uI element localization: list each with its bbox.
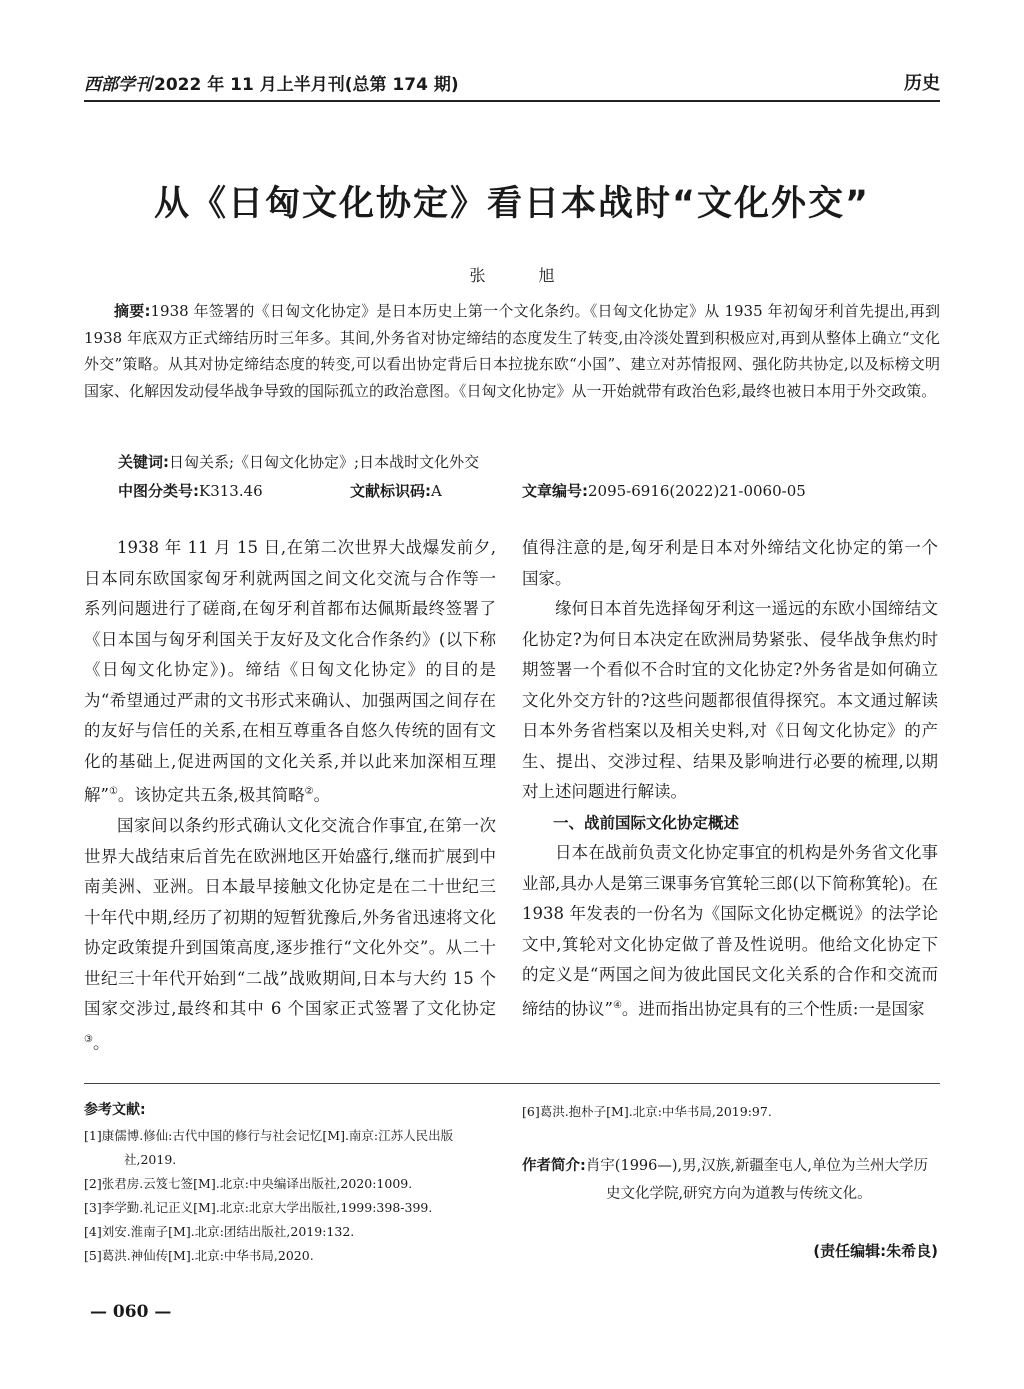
footnote-ref[interactable]: ④ — [612, 999, 622, 1011]
footer-divider — [84, 1083, 940, 1084]
article-title: 从《日匈文化协定》看日本战时“文化外交” — [153, 184, 870, 224]
footnote-ref[interactable]: ② — [304, 786, 314, 797]
author-name: 张 旭 — [469, 266, 579, 285]
keywords-label: 关键词: — [118, 453, 169, 471]
paragraph: 日本在战前负责文化协定事宜的机构是外务省文化事业部,具办人是第三课事务官箕轮三郎(以下简称箕轮)。在 1938 年发表的一份名为《国际文化协定概说》的法学论文中,箕轮对文化协定做了普及性说明。他给文化协定下的定义是“两国之间为彼此国民文化关系的合作和交流而缔结的协议”④。进而指出协定具有的三个性质:一是国家 — [522, 843, 938, 1018]
abstract — [84, 298, 940, 404]
doc-code-label: 文献标识码: — [350, 482, 431, 500]
paragraph: 1938 年 11 月 15 日,在第二次世界大战爆发前夕,日本同东欧国家匈牙利就两国之间文化交流与合作等一系列问题进行了磋商,在匈牙利首都布达佩斯最终签署了《日本国与匈牙利国关于友好及文化合作条约》(以下称《日匈文化协定》)。缔结《日匈文化协定》的目的是为“希望通过严肃的文书形式来确认、加强两国之间存在的友好与信任的关系,在相互尊重各自悠久传统的固有文化的基础上,促进两国的文化关系,并以此来加深相互理解”①。该协定共五条,极其简略②。 — [84, 538, 496, 805]
journal-logo: 西部学刊 — [84, 75, 152, 95]
abstract-text: 1938 年签署的《日匈文化协定》是日本历史上第一个文化条约。《日匈文化协定》从 1935 年初匈牙利首先提出,再到 1938 年底双方正式缔结历时三年多。其间,外务省对协定缔结的态度发生了转变,由冷淡处置到积极应对,再到从整体上确立“文化外交”策略。从其对协定缔结态度的转变,可以看出协定背后日本拉拢东欧“小国”、建立对苏情报网、强化防共协定,以及标榜文明国家、化解因发动侵华战争导致的国际孤立的政治意图。《日匈文化协定》从一开始就带有政治色彩,最终也被日本用于外交政策。 — [84, 302, 940, 400]
paragraph: 值得注意的是,匈牙利是日本对外缔结文化协定的第一个国家。 — [522, 538, 938, 588]
doc-code-value: A — [431, 482, 442, 500]
running-header — [84, 70, 940, 102]
keywords-text: 日匈关系;《日匈文化协定》;日本战时文化外交 — [169, 453, 480, 471]
paragraph: 国家间以条约形式确认文化交流合作事宜,在第一次世界大战结束后首先在欧洲地区开始盛行,继而扩展到中南美洲、亚洲。日本最早接触文化协定是在二十世纪三十年代中期,经历了初期的短暂犹豫后,外务省迅速将文化协定政策提升到国策高度,逐步推行“文化外交”。从二十世纪三十年代开始到“二战”战败期间,日本与大约 15 个国家交涉过,最终和其中 6 个国家正式签署了文化协定③。 — [84, 816, 496, 1052]
references-continued — [522, 1100, 938, 1124]
section-heading: 一、战前国际文化协定概述 — [553, 813, 740, 832]
bio-text: 肖宇(1996—),男,汉族,新疆奎屯人,单位为兰州大学历史文化学院,研究方向为道教与传统文化。 — [585, 1158, 928, 1202]
article-no-value: 2095-6916(2022)21-0060-05 — [588, 482, 806, 500]
references-title: 参考文献: — [84, 1102, 146, 1118]
section-label: 历史 — [904, 73, 940, 94]
bio-label: 作者简介: — [522, 1158, 586, 1174]
references — [84, 1098, 504, 1268]
page-number: — 060 — — [90, 1302, 172, 1322]
reference-item: [1]康儒博.修仙:古代中国的修行与社会记忆[M].南京:江苏人民出版社,2019. — [84, 1128, 454, 1167]
footnote-ref[interactable]: ① — [108, 786, 118, 797]
paragraph: 缘何日本首先选择匈牙利这一遥远的东欧小国缔结文化协定?为何日本决定在欧洲局势紧张、侵华战争焦灼时期签署一个看似不合时宜的文化协定?外务省是如何确立文化外交方针的?这些问题都很值得探究。本文通过解读日本外务省档案以及相关史料,对《日匈文化协定》的产生、提出、交涉过程、结果及影响进行必要的梳理,以期对上述问题进行解读。 — [522, 599, 938, 801]
issue-label: 2022 年 11 月上半月刊(总第 174 期) — [154, 75, 459, 95]
responsible-editor: (责任编辑:朱希良) — [813, 1242, 938, 1260]
article-no-label: 文章编号: — [522, 482, 588, 500]
journal-issue — [84, 70, 459, 95]
clc-label: 中图分类号: — [118, 482, 199, 500]
clc-value: K313.46 — [199, 482, 263, 500]
reference-item: [3]李学勤.礼记正义[M].北京:北京大学出版社,1999:398-399. — [84, 1200, 433, 1215]
reference-item: [2]张君房.云笈七签[M].北京:中央编译出版社,2020:1009. — [84, 1176, 413, 1191]
abstract-label: 摘要: — [114, 302, 151, 320]
body-column-right — [522, 533, 938, 1025]
footnote-ref[interactable]: ③ — [84, 1033, 93, 1045]
classification-line — [118, 480, 940, 501]
reference-item: [6]葛洪.抱朴子[M].北京:中华书局,2019:97. — [522, 1104, 772, 1119]
body-column-left — [84, 533, 496, 1059]
author-bio — [522, 1152, 938, 1208]
reference-item: [4]刘安.淮南子[M].北京:团结出版社,2019:132. — [84, 1224, 355, 1239]
reference-item: [5]葛洪.神仙传[M].北京:中华书局,2020. — [84, 1248, 314, 1263]
keywords — [118, 451, 940, 472]
